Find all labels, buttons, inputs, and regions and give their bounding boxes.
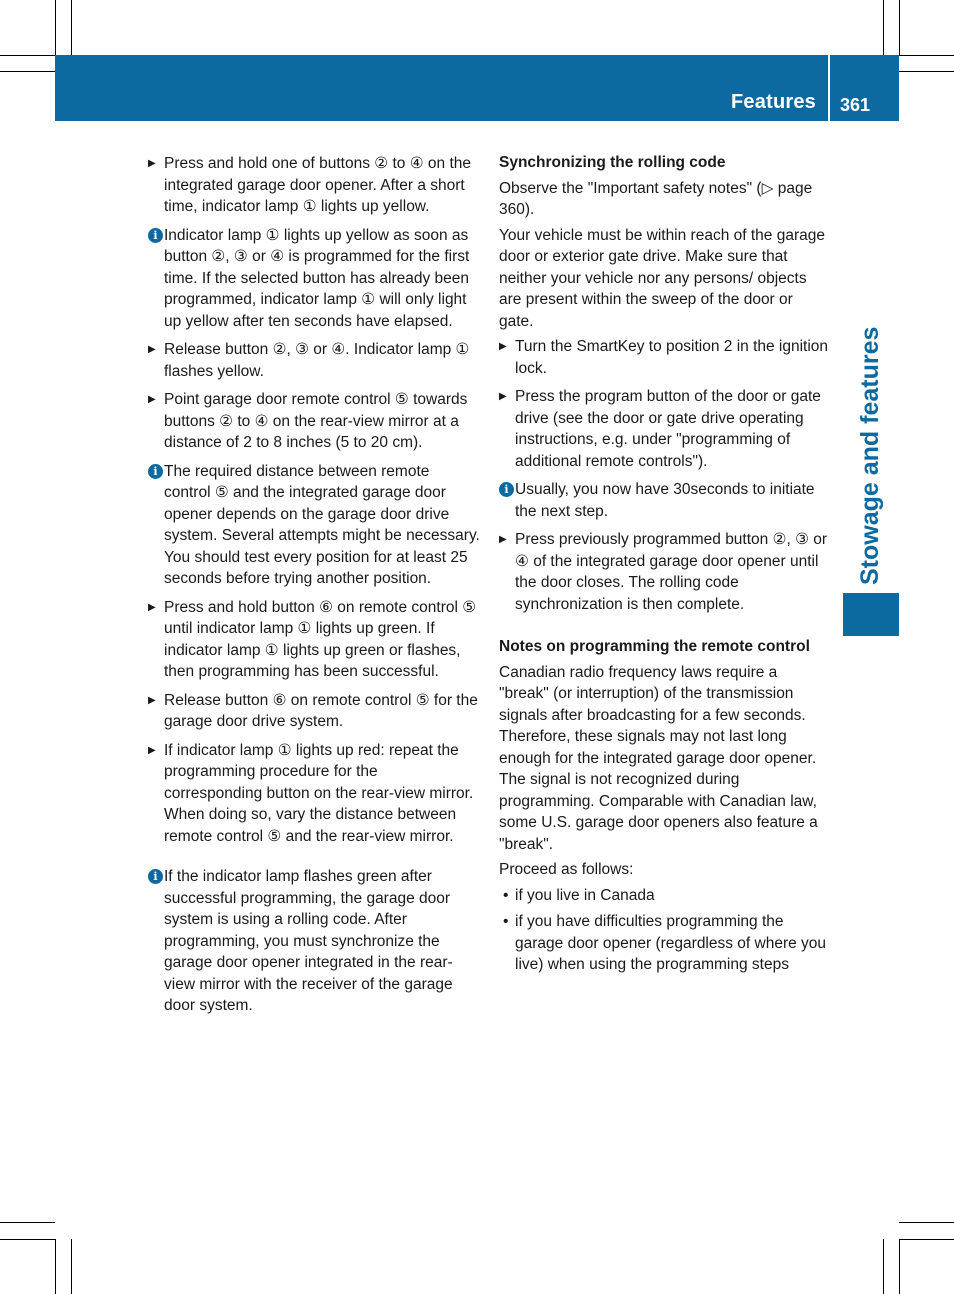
triangle-arrow-icon: ▶ — [148, 394, 156, 405]
step-text: Release button ⑥ on remote control ⑤ for the garage door drive system. — [164, 691, 478, 730]
paragraph — [499, 859, 831, 881]
crop-mark — [0, 71, 55, 72]
triangle-arrow-icon: ▶ — [148, 344, 156, 355]
crop-mark — [0, 1222, 55, 1223]
crop-mark — [0, 55, 55, 56]
triangle-arrow-icon: ▶ — [499, 341, 507, 352]
heading-text: Notes on programming the remote control — [499, 638, 810, 655]
header-bar — [55, 55, 828, 121]
triangle-arrow-icon: ▶ — [148, 694, 156, 706]
instruction-step — [499, 386, 831, 472]
instruction-step — [148, 153, 480, 218]
step-text: Press and hold button ⑥ on remote control ⑤ until indicator lamp ① lights up green. If indicator lamp ① lights up green or flashes, then programming has been successful. — [164, 598, 477, 680]
chapter-side-title: Stowage and features — [856, 326, 884, 585]
crop-mark — [899, 71, 954, 72]
bullet-item — [499, 911, 831, 976]
crop-mark — [71, 1239, 72, 1294]
step-text: Press and hold one of buttons ② to ④ on the integrated garage door opener. After a short time, indicator lamp ① lights up yellow. — [164, 155, 471, 215]
info-icon: i — [148, 464, 163, 479]
triangle-arrow-icon: ▶ — [499, 391, 507, 402]
info-text: Indicator lamp ① lights up yellow as soon as button ②, ③ or ④ is programmed for the first time. If the selected button has already been programmed, indicator lamp ① will only light up yellow after ten seconds have elapsed. — [164, 226, 470, 330]
instruction-step — [148, 690, 480, 733]
crop-mark — [899, 1239, 900, 1294]
instruction-step — [148, 597, 480, 683]
triangle-arrow-icon: ▶ — [148, 744, 156, 756]
section-heading — [499, 152, 831, 174]
step-text: Press the program button of the door or gate drive (see the door or gate drive operating instructions, e.g. under "programming of additional remote controls"). — [515, 388, 821, 470]
instruction-step — [499, 336, 831, 379]
step-text: Point garage door remote control ⑤ towards buttons ② to ④ on the rear-view mirror at a distance of 2 to 8 inches (5 to 20 cm). — [164, 391, 468, 451]
paragraph-text: Canadian radio frequency laws require a "break" (or interruption) of the transmission signals after broadcasting for a few seconds. Therefore, these signals may not last long enough for the integrated garage door opener. The signal is not recognized during programming. Comparable with Canadian law, some U.S. garage door openers also feature a "break". — [499, 663, 818, 853]
instruction-step — [148, 740, 480, 848]
heading-text: Synchronizing the rolling code — [499, 154, 726, 171]
info-icon: i — [148, 228, 163, 243]
bullet-item — [499, 885, 831, 907]
paragraph-text: Observe the "Important safety notes" (▷ page 360). — [499, 179, 813, 218]
paragraph-text: Your vehicle must be within reach of the garage door or exterior gate drive. Make sure that neither your vehicle nor any persons/ objects are present within the sweep of the door or gate. — [499, 226, 825, 330]
info-note — [148, 866, 480, 1017]
bullet-icon: • — [503, 886, 509, 904]
info-note — [148, 225, 480, 333]
crop-mark — [0, 1239, 55, 1240]
instruction-step — [499, 529, 831, 615]
spacer — [148, 854, 480, 866]
triangle-arrow-icon: ▶ — [148, 158, 156, 169]
info-icon: i — [499, 482, 514, 497]
instruction-step — [148, 339, 480, 382]
step-text: Turn the SmartKey to position 2 in the ignition lock. — [515, 338, 829, 377]
section-title: Features — [731, 91, 816, 113]
crop-mark — [883, 0, 884, 55]
chapter-side-tab — [843, 593, 899, 636]
info-text: Usually, you now have 30seconds to initiate the next step. — [515, 481, 815, 520]
info-note — [148, 461, 480, 590]
step-text: Release button ②, ③ or ④. Indicator lamp ① flashes yellow. — [164, 341, 470, 380]
bullet-text: if you have difficulties programming the garage door opener (regardless of where you live) when using the programming steps — [515, 913, 827, 973]
paragraph — [499, 178, 831, 221]
crop-mark — [899, 55, 954, 56]
info-note — [499, 479, 831, 522]
step-text: If indicator lamp ① lights up red: repeat the programming procedure for the corresponding button on the rear-view mirror. When doing so, vary the distance between remote control ⑤ and the rear-view mirror. — [164, 741, 474, 845]
page-number: 361 — [840, 95, 871, 115]
crop-mark — [55, 0, 56, 55]
page-number-box — [830, 55, 899, 121]
bullet-text: if you live in Canada — [515, 886, 655, 904]
triangle-arrow-icon: ▶ — [148, 601, 156, 613]
paragraph-text: Proceed as follows: — [499, 861, 634, 878]
instruction-step — [148, 389, 480, 454]
bullet-icon: • — [503, 913, 509, 930]
triangle-arrow-icon: ▶ — [499, 534, 507, 545]
left-column — [148, 153, 480, 1024]
info-text: The required distance between remote control ⑤ and the integrated garage door opener depends on the garage door drive system. Several attempts might be necessary. You should test every position for at least 25 seconds before trying another position. — [164, 462, 480, 587]
paragraph — [499, 225, 831, 333]
crop-mark — [55, 1239, 56, 1294]
crop-mark — [899, 1222, 954, 1223]
crop-mark — [71, 0, 72, 55]
crop-mark — [899, 1239, 954, 1240]
info-text: If the indicator lamp flashes green after successful programming, the garage door system is using a rolling code. After programming, you must synchronize the garage door opener integrated in the rear-view mirror with the receiver of the garage door system. — [164, 868, 453, 1014]
crop-mark — [883, 1239, 884, 1294]
step-text: Press previously programmed button ②, ③ or ④ of the integrated garage door opener until the door closes. The rolling code synchronization is then complete. — [515, 531, 828, 613]
paragraph — [499, 662, 831, 856]
info-icon: i — [148, 869, 163, 884]
section-heading — [499, 636, 831, 658]
spacer — [499, 622, 831, 636]
crop-mark — [899, 0, 900, 55]
right-column — [499, 152, 831, 981]
